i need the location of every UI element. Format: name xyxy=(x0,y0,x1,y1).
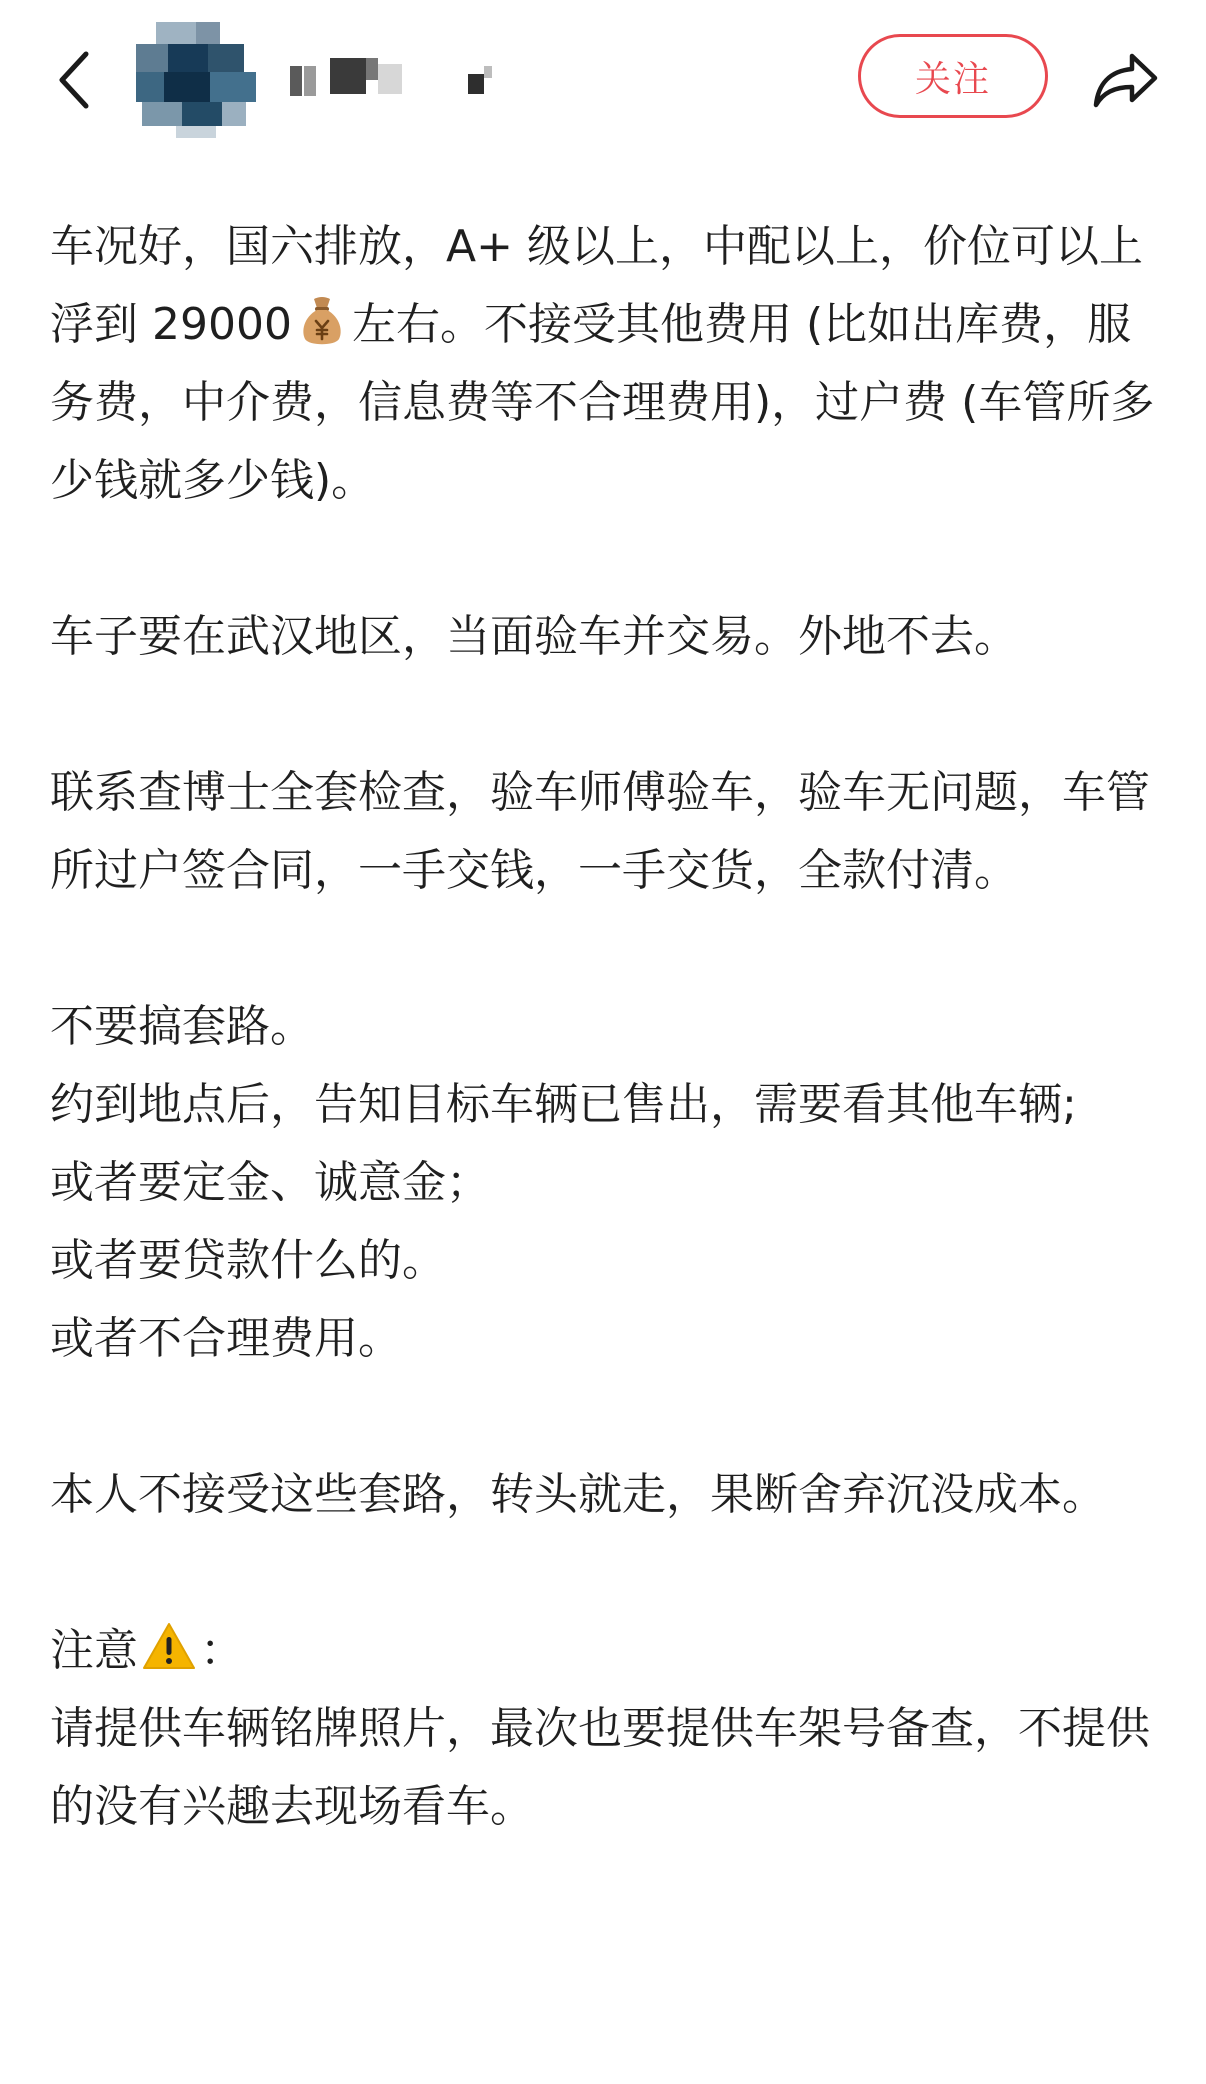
list-line: 不要搞套路。 xyxy=(50,1001,314,1052)
spacer xyxy=(50,910,1160,988)
paragraph-requirements xyxy=(50,208,1160,520)
spacer xyxy=(50,1378,1160,1456)
chevron-left-icon xyxy=(54,48,94,112)
notice-heading xyxy=(50,1612,1160,1690)
paragraph-stance: 本人不接受这些套路，转头就走，果断舍弃沉没成本。 xyxy=(50,1469,1106,1520)
share-arrow-icon xyxy=(1092,50,1160,110)
notice-label: 注意 xyxy=(50,1625,138,1676)
warning-icon xyxy=(142,1618,196,1668)
list-line: 或者要定金、诚意金； xyxy=(50,1157,490,1208)
paragraph-inspection: 联系查博士全套检查，验车师傅验车，验车无问题，车管所过户签合同，一手交钱，一手交货，全款付清。 xyxy=(50,767,1150,896)
top-bar xyxy=(0,0,1206,170)
follow-button[interactable]: 关注 xyxy=(858,34,1048,118)
spacer xyxy=(50,676,1160,754)
username[interactable] xyxy=(290,54,520,104)
notice-colon: ： xyxy=(200,1625,244,1676)
avatar[interactable] xyxy=(136,22,256,138)
list-line: 或者不合理费用。 xyxy=(50,1313,402,1364)
paragraph-notice: 请提供车辆铭牌照片，最次也要提供车架号备查，不提供的没有兴趣去现场看车。 xyxy=(50,1703,1150,1832)
share-button[interactable] xyxy=(1084,40,1168,120)
paragraph-location: 车子要在武汉地区，当面验车并交易。外地不去。 xyxy=(50,611,1018,662)
list-line: 约到地点后，告知目标车辆已售出，需要看其他车辆; xyxy=(50,1079,1077,1130)
spacer xyxy=(50,520,1160,598)
money-bag-icon xyxy=(300,294,344,346)
paragraph-text: 车况好，国六排放，A+ 级以上，中配以上，价位可以上浮到 29000 xyxy=(50,221,1143,350)
spacer xyxy=(50,1534,1160,1612)
back-button[interactable] xyxy=(44,40,104,120)
paragraph-text-cont: 左右。不接受其他费用 (比如出库费，服务费，中介费，信息费等不合理费用)，过户费 (车管所多少钱就多少钱)。 xyxy=(50,299,1155,506)
list-line: 或者要贷款什么的。 xyxy=(50,1235,446,1286)
post-body xyxy=(50,208,1160,1846)
